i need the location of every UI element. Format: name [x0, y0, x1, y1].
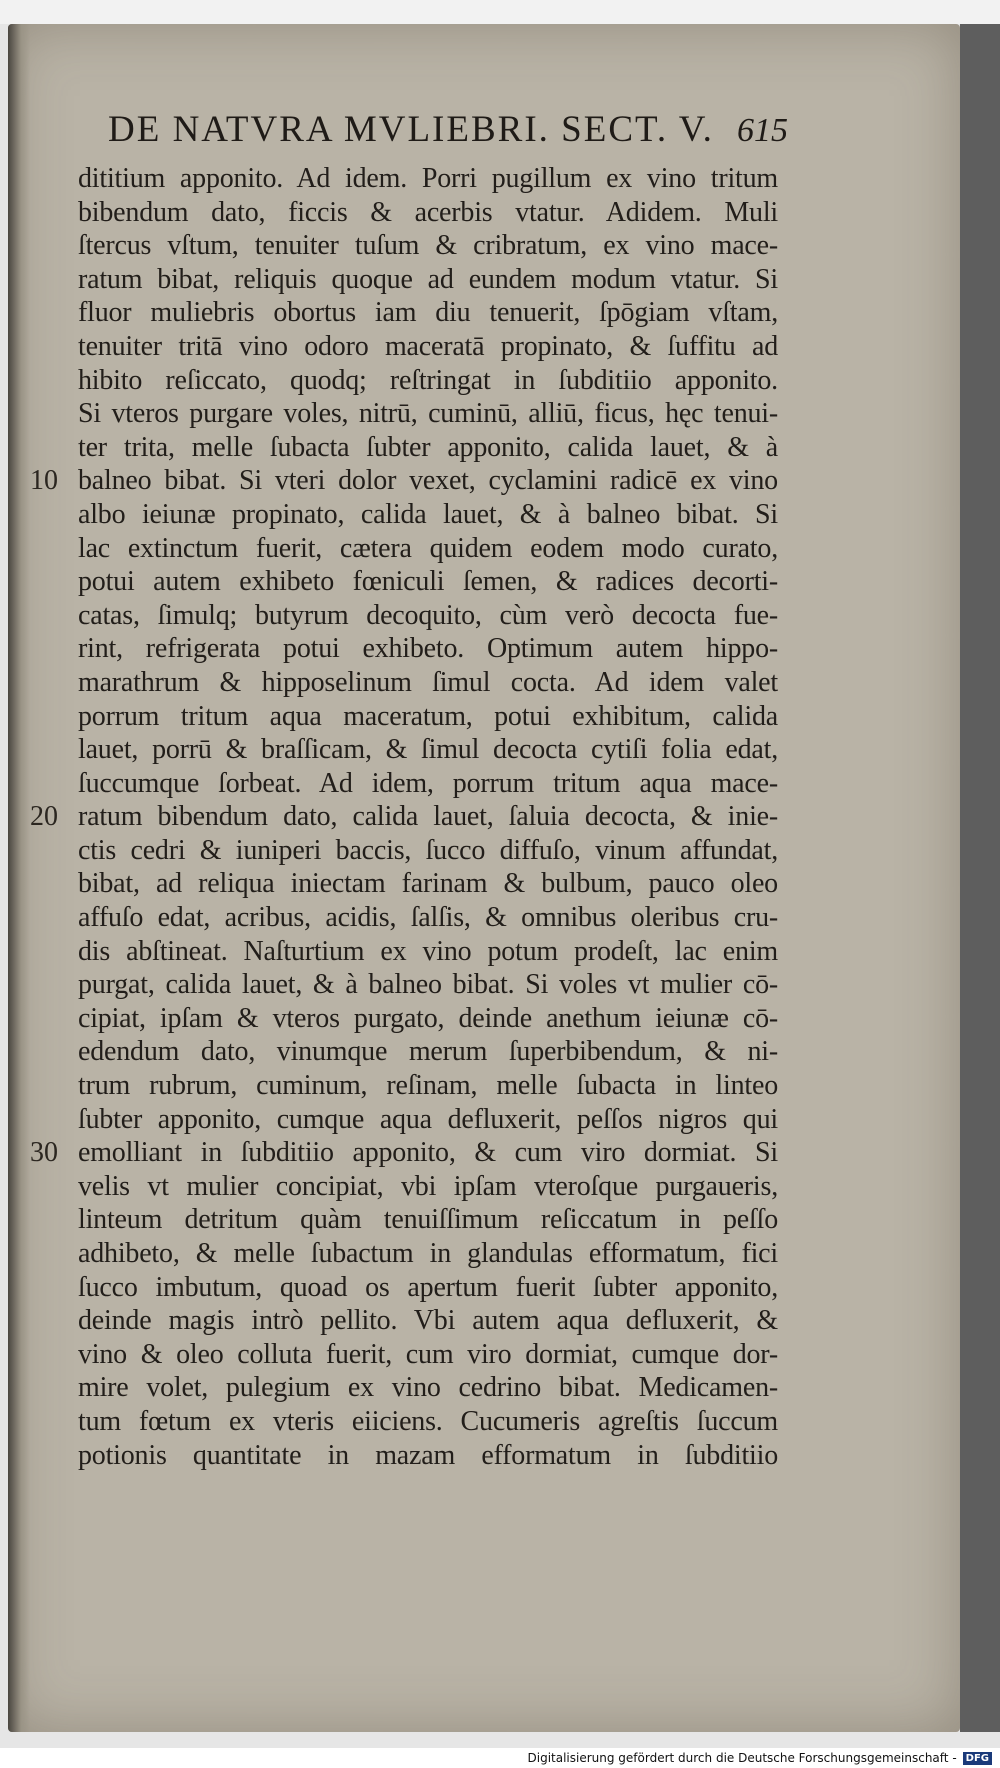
top-strip — [0, 0, 1000, 24]
text-line: trum rubrum, cuminum, reſinam, melle ſubacta in linteo — [78, 1070, 778, 1102]
text-line: ter trita, melle ſubacta ſubter apponito, calida lauet, & à — [78, 431, 778, 463]
text-line: vino & oleo colluta fuerit, cum viro dormiat, cumque dor- — [78, 1338, 778, 1370]
text-line: dis abſtineat. Naſturtium ex vino potum prodeſt, lac enim — [78, 935, 778, 967]
text-line: tenuiter tritā vino odoro maceratā propinato, & ſuffitu ad — [78, 330, 778, 362]
text-line: bibat, ad reliqua iniectam farinam & bulbum, pauco oleo — [78, 868, 778, 900]
text-line: tum fœtum ex vteris eiiciens. Cucumeris agreſtis ſuccum — [78, 1405, 778, 1437]
text-line: potionis quantitate in mazam efformatum in ſubditiio — [78, 1439, 778, 1471]
text-line: adhibeto, & melle ſubactum in glandulas efformatum, fici — [78, 1238, 778, 1269]
text-line: ſuccumque ſorbeat. Ad idem, porrum tritum aqua mace- — [78, 767, 778, 799]
text-line: deinde magis intrò pellito. Vbi autem aqua defluxerit, & — [78, 1305, 778, 1337]
text-line: hibito reſiccato, quodq; reſtringat in ſubditiio apponito. — [78, 364, 778, 396]
line-number-20: 20 — [30, 801, 58, 832]
text-line: albo ieiunæ propinato, calida lauet, & à balneo bibat. Si — [78, 498, 778, 530]
line-number-30: 30 — [30, 1137, 58, 1168]
footer-bar — [0, 1748, 1000, 1768]
text-line: ratum bibendum dato, calida lauet, ſaluia decocta, & inie- — [78, 801, 778, 833]
line-number-10: 10 — [30, 465, 58, 496]
text-line: bibendum dato, ficcis & acerbis vtatur. Adidem. Muli — [78, 196, 778, 228]
text-line: rint, refrigerata potui exhibeto. Optimum autem hippo- — [78, 633, 778, 665]
text-line: velis vt mulier concipiat, vbi ipſam vteroſque purgaueris, — [78, 1170, 778, 1202]
text-line: purgat, calida lauet, & à balneo bibat. Si voles vt mulier cō- — [78, 969, 778, 1001]
page-gutter-shadow — [8, 24, 30, 1732]
scan-background-right — [960, 24, 1000, 1732]
text-line: balneo bibat. Si vteri dolor vexet, cyclamini radicē ex vino — [78, 465, 778, 497]
text-line: dititium apponito. Ad idem. Porri pugillum ex vino tritum — [78, 163, 778, 194]
text-line: Si vteros purgare voles, nitrū, cuminū, alliū, ficus, hęc tenui- — [78, 398, 778, 430]
text-line: marathrum & hipposelinum ſimul cocta. Ad idem valet — [78, 666, 778, 698]
text-line: potui autem exhibeto fœniculi ſemen, & radices decorti- — [78, 566, 778, 598]
text-line: ſtercus vſtum, tenuiter tuſum & cribratum, ex vino mace- — [78, 230, 778, 262]
dfg-logo: DFG — [963, 1752, 992, 1765]
text-line: emolliant in ſubditiio apponito, & cum viro dormiat. Si — [78, 1137, 778, 1169]
text-line: cipiat, ipſam & vteros purgato, deinde anethum ieiunæ cō- — [78, 1002, 778, 1034]
text-line: ratum bibat, reliquis quoque ad eundem modum vtatur. Si — [78, 263, 778, 295]
page-number: 615 — [737, 112, 788, 149]
text-line: lauet, porrū & braſſicam, & ſimul decocta cytiſi folia edat, — [78, 734, 778, 766]
text-line: porrum tritum aqua maceratum, potui exhibitum, calida — [78, 700, 778, 732]
text-line: ſucco imbutum, quoad os apertum fuerit ſubter apponito, — [78, 1271, 778, 1303]
text-line: catas, ſimulq; butyrum decoquito, cùm verò decocta fue- — [78, 599, 778, 631]
text-line: affuſo edat, acribus, acidis, ſalſis, & omnibus oleribus cru- — [78, 902, 778, 934]
text-line: mire volet, pulegium ex vino cedrino bibat. Medicamen- — [78, 1372, 778, 1404]
text-line: linteum detritum quàm tenuiſſimum reſiccatum in peſſo — [78, 1204, 778, 1236]
funding-credit: Digitalisierung gefördert durch die Deutsche Forschungsgemeinschaft - — [527, 1751, 957, 1765]
text-line: fluor muliebris obortus iam diu tenuerit, ſpōgiam vſtam, — [78, 297, 778, 329]
text-line: lac extinctum fuerit, cætera quidem eodem modo curato, — [78, 532, 778, 564]
body-text — [78, 162, 778, 1472]
text-line: ſubter apponito, cumque aqua defluxerit, peſſos nigros qui — [78, 1103, 778, 1135]
running-head-title: DE NATVRA MVLIEBRI. SECT. V. — [108, 109, 714, 150]
text-line: ctis cedri & iuniperi baccis, ſucco diffuſo, vinum affundat, — [78, 834, 778, 866]
running-header — [108, 108, 788, 152]
text-line: edendum dato, vinumque merum ſuperbibendum, & ni- — [78, 1036, 778, 1068]
